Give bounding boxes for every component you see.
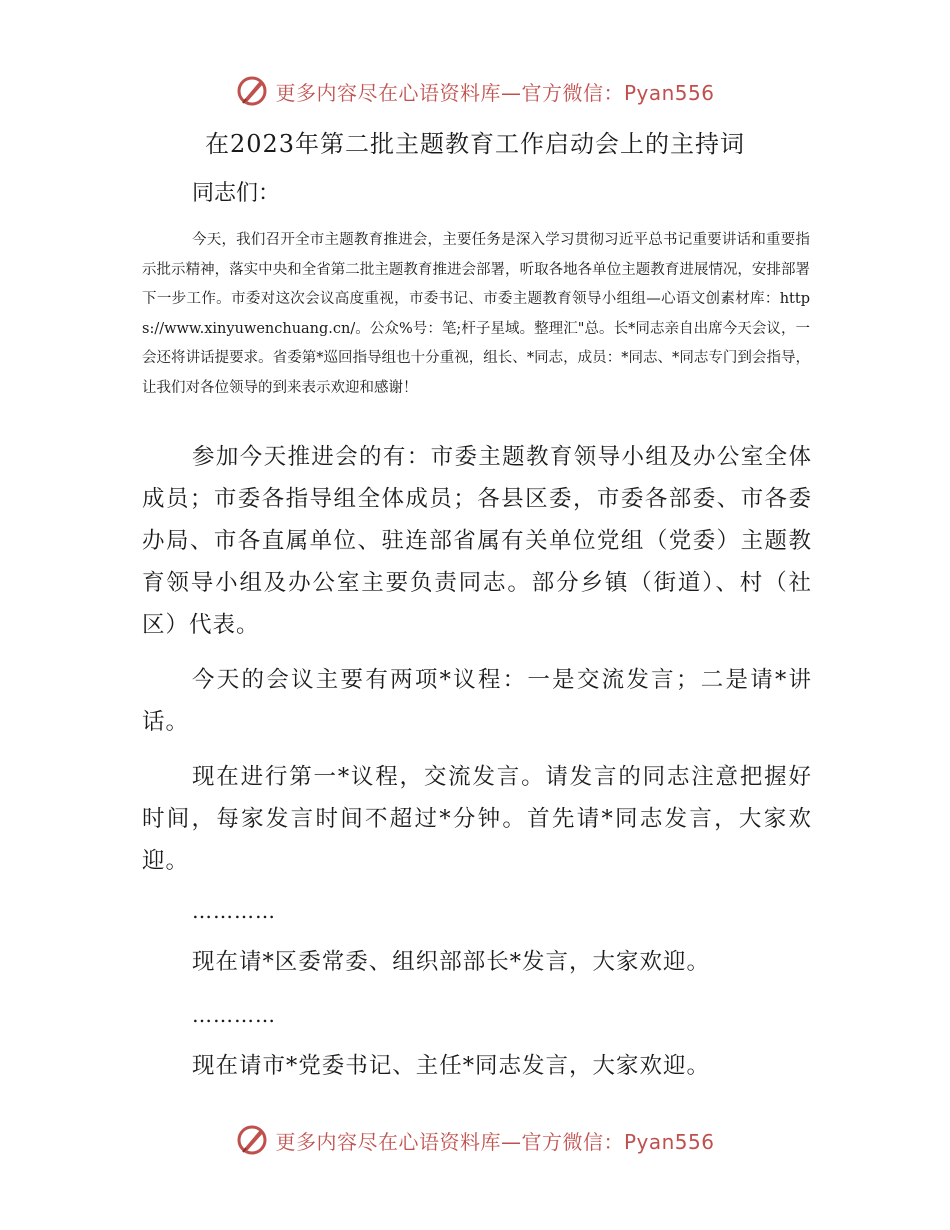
paragraph-agenda: 今天的会议主要有两项*议程：一是交流发言；二是请*讲话。 (142, 667, 812, 735)
quill-pen-logo-icon (235, 1123, 269, 1157)
watermark-text: 更多内容尽在心语资料库—官方微信：Pyan556 (275, 80, 715, 105)
paragraph-first-item: 现在进行第一*议程，交流发言。请发言的同志注意把握好时间，每家发言时间不超过*分钟。首先请*同志发言，大家欢迎。 (142, 764, 812, 874)
quill-pen-logo-icon (235, 74, 269, 108)
greeting: 同志们： (192, 181, 281, 206)
watermark-banner-top (0, 71, 950, 111)
paragraph-third-speaker: 现在请市*党委书记、主任*同志发言，大家欢迎。 (192, 1053, 711, 1079)
paragraph-intro: 今天，我们召开全市主题教育推进会，主要任务是深入学习贯彻习近平总书记重要讲话和重要指示批示精神，落实中央和全省第二批主题教育推进会部署，听取各地各单位主题教育进展情况，安排部署下一步工作。市委对这次会议高度重视，市委书记、市委主题教育领导小组组—心语文创素材库：https://www.xinyuwenchuang.cn/。公众%号：笔;杆子星域。整理汇"总。长*同志亲自出席今天会议，一会还将讲话提要求。省委第*巡回指导组也十分重视，组长、*同志，成员：*同志、*同志专门到会指导，让我们对各位领导的到来表示欢迎和感谢！ (142, 232, 810, 396)
watermark-text: 更多内容尽在心语资料库—官方微信：Pyan556 (275, 1129, 715, 1154)
ellipsis-2: ………… (192, 1003, 276, 1027)
paragraph-second-speaker: 现在请*区委常委、组织部部长*发言，大家欢迎。 (192, 949, 711, 975)
document-title: 在2023年第二批主题教育工作启动会上的主持词 (204, 130, 746, 158)
watermark-banner-bottom (0, 1120, 950, 1160)
ellipsis-1: ………… (192, 899, 276, 923)
paragraph-attendees: 参加今天推进会的有：市委主题教育领导小组及办公室全体成员；市委各指导组全体成员；各县区委，市委各部委、市各委办局、市各直属单位、驻连部省属有关单位党组（党委）主题教育领导小组及办公室主要负责同志。部分乡镇（街道）、村（社区）代表。 (142, 444, 812, 638)
